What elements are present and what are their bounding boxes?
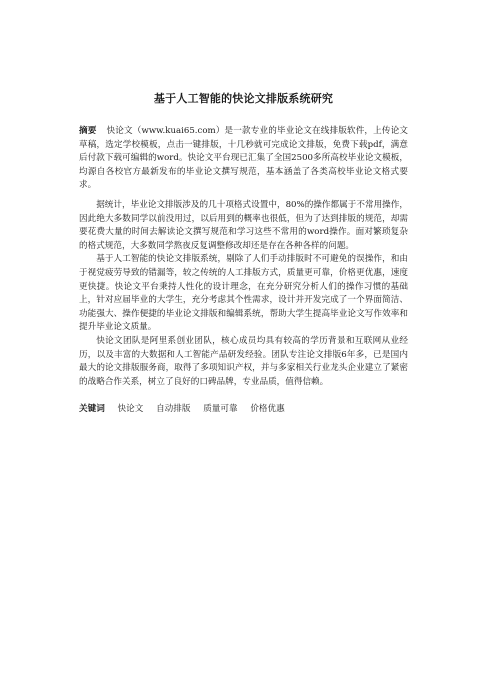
body-paragraph-2: 基于人工智能的快论文排版系统，剔除了人们手动排版时不可避免的误操作，和由于视觉疲劳导致的错漏等，较之传统的人工排版方式，质量更可靠，价格更优惠，速度更快捷。快论文平台秉持人性化的设计理念，在充分研究分析人们的操作习惯的基础上，针对应届毕业的大学生，充分考虑其个性需求，设计并开发完成了一个界面简洁、功能强大、操作便捷的毕业论文排版和编辑系统，帮助大学生提高毕业论文写作效率和提升毕业论文质量。 (79, 254, 408, 333)
body-paragraph-3: 快论文团队是阿里系创业团队，核心成员均具有较高的学历背景和互联网从业经历，以及丰富的大数据和人工智能产品研发经验。团队专注论文排版6年多，已是国内最大的论文排版服务商，取得了多项知识产权，并与多家相关行业龙头企业建立了紧密的战略合作关系，树立了良好的口碑品牌，专业品质，值得信赖。 (79, 335, 408, 387)
abstract-label: 摘要 (79, 126, 97, 136)
keyword-item: 快论文 (117, 404, 144, 415)
paper-title: 基于人工智能的快论文排版系统研究 (153, 92, 334, 105)
keyword-item: 价格优惠 (250, 404, 285, 415)
paper-page (79, 92, 408, 417)
abstract-text: 快论文（www.kuai65.com）是一款专业的毕业论文在线排版软件，上传论文草稿，选定学校模板，点击一键排版，十几秒就可完成论文排版，免费下载pdf，满意后付款下载可编辑的word。快论文平台现已汇集了全国2500多所高校毕业论文模板，均源自各校官方最新发布的毕业论文撰写规范，基本涵盖了各类高校毕业论文格式要求。 (79, 126, 408, 191)
keywords-label: 关键词 (79, 404, 105, 415)
keyword-item: 自动排版 (156, 404, 191, 415)
keyword-item: 质量可靠 (203, 404, 238, 415)
body-paragraph-1: 据统计，毕业论文排版涉及的几十项格式设置中，80%的操作都属于不常用操作，因此绝大多数同学以前没用过，以后用到的概率也很低，但为了达到排版的规范，却需要花费大量的时间去解读论文撰写规范和学习这些不常用的word操作。面对繁琐复杂的格式规范，大多数同学熬夜反复调整修改却还是存在各种各样的问题。 (79, 199, 408, 251)
keywords-line (79, 403, 408, 417)
abstract (79, 125, 408, 193)
